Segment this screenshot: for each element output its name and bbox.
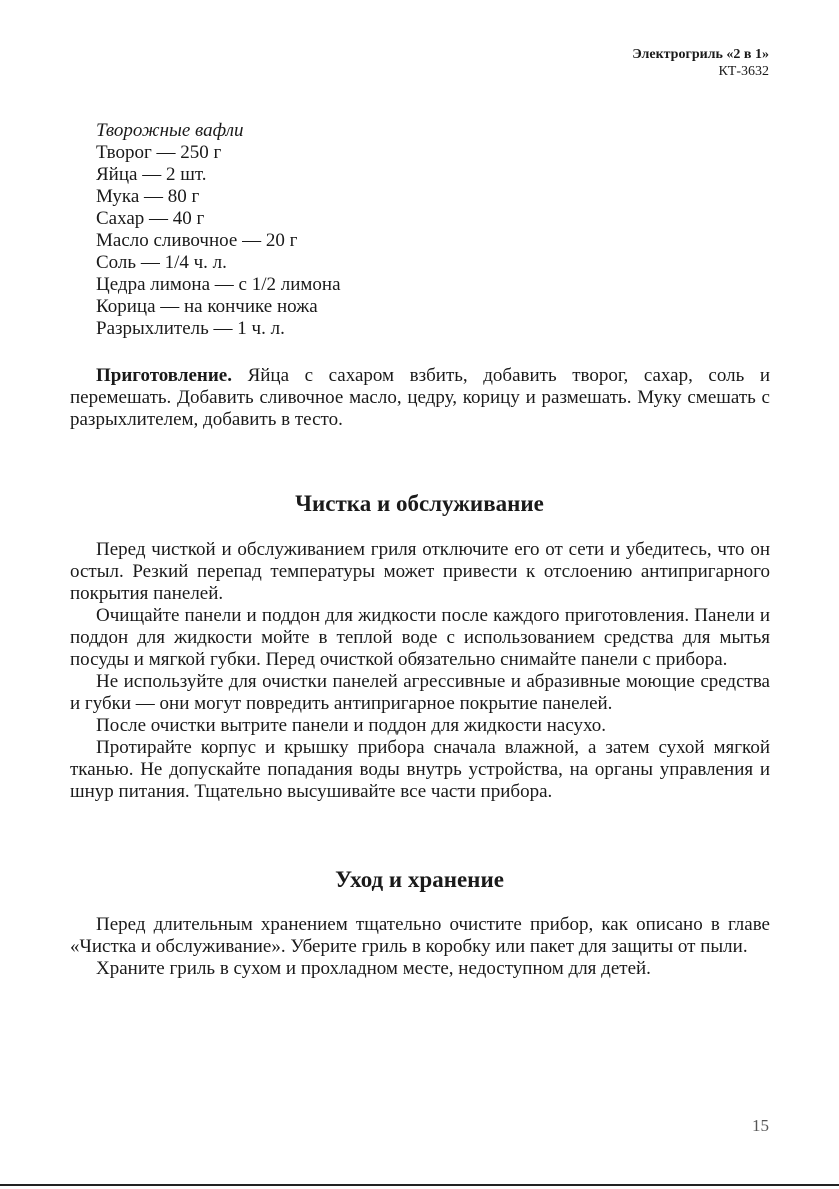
preparation-label: Приготовление. bbox=[96, 365, 232, 386]
ingredient-item: Корица — на кончике ножа bbox=[96, 296, 318, 317]
ingredient-item: Сахар — 40 г bbox=[96, 208, 205, 229]
page-header bbox=[632, 46, 769, 80]
storage-paragraph: Храните гриль в сухом и прохладном месте, недоступном для детей. bbox=[96, 958, 651, 979]
storage-paragraph: Перед длительным хранением тщательно очистите прибор, как описано в главе «Чистка и обслуживание». Уберите гриль в коробку или пакет для защиты от пыли. bbox=[70, 914, 770, 957]
product-code: КТ-3632 bbox=[718, 64, 769, 79]
preparation-paragraph bbox=[70, 365, 770, 431]
ingredient-item: Разрыхлитель — 1 ч. л. bbox=[96, 318, 285, 339]
page-number: 15 bbox=[752, 1116, 769, 1135]
recipe-title: Творожные вафли bbox=[96, 120, 244, 141]
ingredient-item: Соль — 1/4 ч. л. bbox=[96, 252, 227, 273]
cleaning-paragraph: Протирайте корпус и крышку прибора сначала влажной, а затем сухой мягкой тканью. Не допускайте попадания воды внутрь устройства, на органы управления и шнур питания. Тщательно высушивайте все части прибора. bbox=[70, 737, 770, 802]
cleaning-paragraph: Очищайте панели и поддон для жидкости после каждого приготовления. Панели и поддон для жидкости мойте в теплой воде с использованием средства для мытья посуды и мягкой губки. Перед очисткой обязательно снимайте панели с прибора. bbox=[70, 605, 770, 670]
ingredient-item: Цедра лимона — с 1/2 лимона bbox=[96, 274, 341, 295]
recipe-block bbox=[96, 120, 776, 340]
cleaning-paragraph: Перед чисткой и обслуживанием гриля отключите его от сети и убедитесь, что он остыл. Резкий перепад температуры может привести к отслоению антипригарного покрытия панелей. bbox=[70, 539, 770, 604]
cleaning-heading: Чистка и обслуживание bbox=[295, 491, 544, 516]
page-bottom-rule bbox=[0, 1184, 839, 1186]
ingredient-item: Мука — 80 г bbox=[96, 186, 200, 207]
storage-section bbox=[70, 914, 770, 980]
ingredient-item: Масло сливочное — 20 г bbox=[96, 230, 298, 251]
preparation-text: Яйца с сахаром взбить, добавить творог, сахар, соль и перемешать. Добавить сливочное масло, цедру, корицу и размешать. Муку смешать с разрыхлителем, добавить в тесто. bbox=[70, 365, 770, 430]
storage-heading: Уход и хранение bbox=[335, 867, 504, 892]
cleaning-paragraph: Не используйте для очистки панелей агрессивные и абразивные моющие средства и губки — они могут повредить антипригарное покрытие панелей. bbox=[70, 671, 770, 714]
ingredient-list bbox=[96, 142, 776, 340]
cleaning-section bbox=[70, 539, 770, 803]
cleaning-paragraph: После очистки вытрите панели и поддон для жидкости насухо. bbox=[96, 715, 607, 736]
product-model: Электрогриль «2 в 1» bbox=[632, 47, 769, 62]
ingredient-item: Творог — 250 г bbox=[96, 142, 222, 163]
ingredient-item: Яйца — 2 шт. bbox=[96, 164, 207, 185]
